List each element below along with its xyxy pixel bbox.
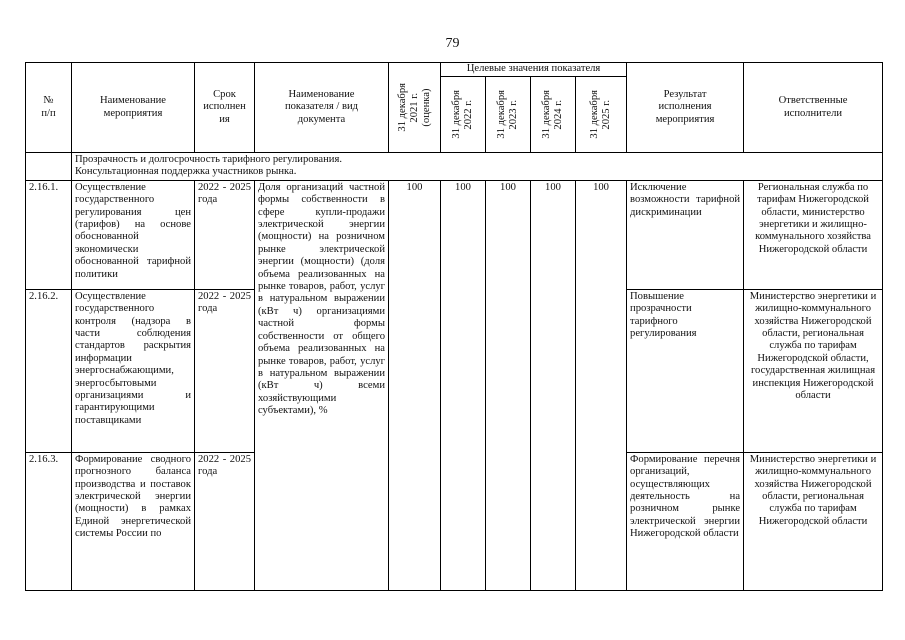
- header-event: Наименование мероприятия: [72, 63, 195, 153]
- header-2022: 31 декабря 2022 г.: [441, 77, 486, 153]
- value-2022: 100: [441, 180, 486, 590]
- page-number: 79: [445, 36, 460, 51]
- header-target-group: Целевые значения показателя: [441, 63, 627, 77]
- row-result: Повышение прозрачности тарифного регулирования: [627, 289, 744, 452]
- row-num: 2.16.1.: [26, 180, 72, 289]
- row-result: Исключение возможности тарифной дискриминации: [627, 180, 744, 289]
- row-event: Осуществление государственного контроля (надзора в части соблюдения стандартов раскрытия информации энергоснабжающими, энергосбытовыми организациями и гарантирующими поставщиками: [72, 289, 195, 452]
- header-2025: 31 декабря 2025 г.: [576, 77, 627, 153]
- value-2024: 100: [531, 180, 576, 590]
- measures-table: [25, 62, 883, 591]
- header-indicator: Наименование показателя / вид документа: [255, 63, 389, 153]
- header-responsible: Ответственные исполнители: [744, 63, 883, 153]
- row-responsible: Министерство энергетики и жилищно-коммунального хозяйства Нижегородской области, региональная служба по тарифам Нижегородской области, государственная жилищная инспекция Нижегородской области: [744, 289, 883, 452]
- section-blank: [26, 153, 72, 181]
- shared-indicator: Доля организаций частной формы собственности в сфере купли-продажи электрической энергии (мощности) на розничном рынке электрической энергии (мощности) (доля объема реализованных на рынке товаров, работ, услуг в натуральном выражении (кВт ч) организациями частной формы собственности от общего объема реализованных на рынке товаров, работ, услуг в натуральном выражении (кВт ч) всеми хозяйствующими субъектами), %: [255, 180, 389, 590]
- header-2024: 31 декабря 2024 г.: [531, 77, 576, 153]
- header-result: Результат исполнения мероприятия: [627, 63, 744, 153]
- value-2023: 100: [486, 180, 531, 590]
- row-num: 2.16.3.: [26, 452, 72, 590]
- header-num: № п/п: [26, 63, 72, 153]
- row-event: Осуществление государственного регулирования цен (тарифов) на основе обоснованной экономически обоснованной тарифной политики: [72, 180, 195, 289]
- header-term: Срок исполнен ия: [195, 63, 255, 153]
- header-2023: 31 декабря 2023 г.: [486, 77, 531, 153]
- row-term: 2022 - 2025 года: [195, 180, 255, 289]
- row-result: Формирование перечня организаций, осуществляющих деятельность на розничном рынке электрической энергии Нижегородской области: [627, 452, 744, 590]
- table-row: [26, 180, 883, 289]
- row-event: Формирование сводного прогнозного баланса производства и поставок электрической энергии (мощности) в рамках Единой энергетической системы России по: [72, 452, 195, 590]
- value-2021: 100: [389, 180, 441, 590]
- section-title: Прозрачность и долгосрочность тарифного регулирования. Консультационная поддержка участников рынка.: [72, 153, 883, 181]
- row-term: 2022 - 2025 года: [195, 452, 255, 590]
- header-2021: 31 декабря 2021 г. (оценка): [389, 63, 441, 153]
- row-num: 2.16.2.: [26, 289, 72, 452]
- row-responsible: Министерство энергетики и жилищно-коммунального хозяйства Нижегородской области, региональная служба по тарифам Нижегородской области: [744, 452, 883, 590]
- row-term: 2022 - 2025 года: [195, 289, 255, 452]
- row-responsible: Региональная служба по тарифам Нижегородской области, министерство энергетики и жилищно-коммунального хозяйства Нижегородской области: [744, 180, 883, 289]
- value-2025: 100: [576, 180, 627, 590]
